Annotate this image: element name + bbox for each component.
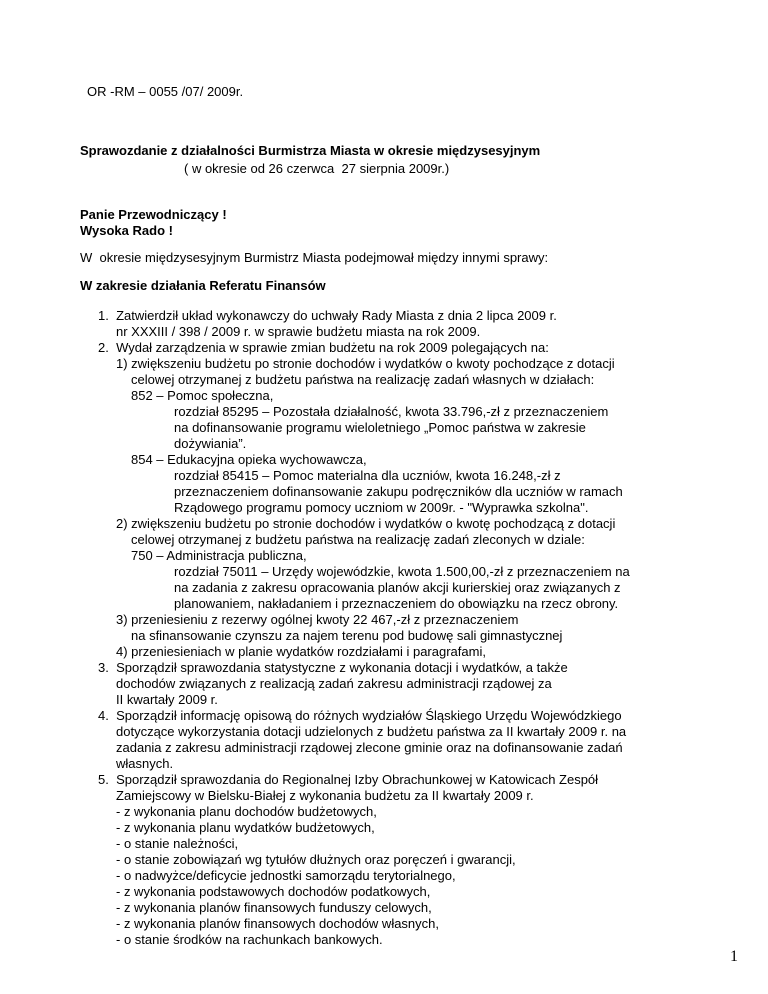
salutation-line-1: Panie Przewodniczący ! — [80, 207, 227, 222]
body-line: 750 – Administracja publiczna, — [131, 548, 307, 563]
section-heading: W zakresie działania Referatu Finansów — [80, 278, 326, 293]
body-line: Rządowego programu pomocy uczniom w 2009r. - "Wyprawka szkolna". — [174, 500, 589, 515]
body-line: na zadania z zakresu opracowania planów akcji kurierskiej oraz związanych z — [174, 580, 621, 595]
body-line: planowaniem, nakładaniem i przeznaczeniem do obowiązku na rzecz obrony. — [174, 596, 619, 611]
body-line: zadania z zakresu administracji rządowej zlecone gminie oraz na dofinansowanie zadań — [116, 740, 623, 755]
body-line: dotyczące wykorzystania dotacji udzielonych z budżetu państwa za II kwartały 2009 r. na — [116, 724, 627, 739]
list-item: - z wykonania planów finansowych funduszy celowych, — [116, 900, 432, 915]
body-line: celowej otrzymanej z budżetu państwa na realizację zadań własnych w działach: — [131, 372, 595, 387]
body-line: rozdział 85415 – Pomoc materialna dla uczniów, kwota 16.248,-zł z — [174, 468, 561, 483]
document-reference: OR -RM – 0055 /07/ 2009r. — [87, 84, 244, 99]
document-title: Sprawozdanie z działalności Burmistrza Miasta w okresie międzysesyjnym — [80, 143, 541, 158]
list-item: - z wykonania planu wydatków budżetowych, — [116, 820, 375, 835]
body-line: 1) zwiększeniu budżetu po stronie dochodów i wydatków o kwoty pochodzące z dotacji — [116, 356, 615, 371]
body-line: rozdział 85295 – Pozostała działalność, kwota 33.796,-zł z przeznaczeniem — [174, 404, 609, 419]
body-line: celowej otrzymanej z budżetu państwa na realizację zadań zleconych w dziale: — [131, 532, 585, 547]
body-line: na sfinansowanie czynszu za najem terenu pod budowę sali gimnastycznej — [131, 628, 563, 643]
body-line: 3) przeniesieniu z rezerwy ogólnej kwoty 22 467,-zł z przeznaczeniem — [116, 612, 519, 627]
salutation-line-2: Wysoka Rado ! — [80, 223, 173, 238]
body-line: przeznaczeniem dofinansowanie zakupu podręczników dla uczniów w ramach — [174, 484, 623, 499]
page-number: 1 — [730, 948, 738, 965]
body-line: 2) zwiększeniu budżetu po stronie dochodów i wydatków o kwotę pochodzącą z dotacji — [116, 516, 616, 531]
list-item: - z wykonania podstawowych dochodów podatkowych, — [116, 884, 431, 899]
document-period: ( w okresie od 26 czerwca 27 sierpnia 2009r.) — [184, 161, 450, 176]
list-item: - o stanie środków na rachunkach bankowych. — [116, 932, 383, 947]
body-line: II kwartały 2009 r. — [116, 692, 218, 707]
body-line: 4) przeniesieniach w planie wydatków rozdziałami i paragrafami, — [116, 644, 486, 659]
body-line: nr XXXIII / 398 / 2009 r. w sprawie budżetu miasta na rok 2009. — [116, 324, 481, 339]
body-line: dochodów związanych z realizacją zadań zakresu administracji rządowej za — [116, 676, 552, 691]
list-item: - o nadwyżce/deficycie jednostki samorządu terytorialnego, — [116, 868, 456, 883]
body-line: 4. Sporządził informację opisową do różnych wydziałów Śląskiego Urzędu Wojewódzkiego — [98, 708, 622, 723]
body-line: rozdział 75011 – Urzędy wojewódzkie, kwota 1.500,00,-zł z przeznaczeniem na — [174, 564, 630, 579]
list-item: - z wykonania planów finansowych dochodów własnych, — [116, 916, 440, 931]
list-item: - o stanie należności, — [116, 836, 239, 851]
body-line: 854 – Edukacyjna opieka wychowawcza, — [131, 452, 367, 467]
body-line: 3. Sporządził sprawozdania statystyczne z wykonania dotacji i wydatków, a także — [98, 660, 568, 675]
body-line: na dofinansowanie programu wieloletniego „Pomoc państwa w zakresie — [174, 420, 586, 435]
body-line: 2. Wydał zarządzenia w sprawie zmian budżetu na rok 2009 polegających na: — [98, 340, 549, 355]
body-line: 5. Sporządził sprawozdania do Regionalnej Izby Obrachunkowej w Katowicach Zespół — [98, 772, 599, 787]
intro-paragraph: W okresie międzysesyjnym Burmistrz Miasta podejmował między innymi sprawy: — [80, 250, 549, 265]
body-line: 1. Zatwierdził układ wykonawczy do uchwały Rady Miasta z dnia 2 lipca 2009 r. — [98, 308, 557, 323]
body-line: dożywiania”. — [174, 436, 247, 451]
body-line: 852 – Pomoc społeczna, — [131, 388, 274, 403]
list-item: - o stanie zobowiązań wg tytułów dłużnych oraz poręczeń i gwarancji, — [116, 852, 516, 867]
body-line: własnych. — [116, 756, 174, 771]
list-item: - z wykonania planu dochodów budżetowych, — [116, 804, 377, 819]
body-line: Zamiejscowy w Bielsku-Białej z wykonania budżetu za II kwartały 2009 r. — [116, 788, 534, 803]
